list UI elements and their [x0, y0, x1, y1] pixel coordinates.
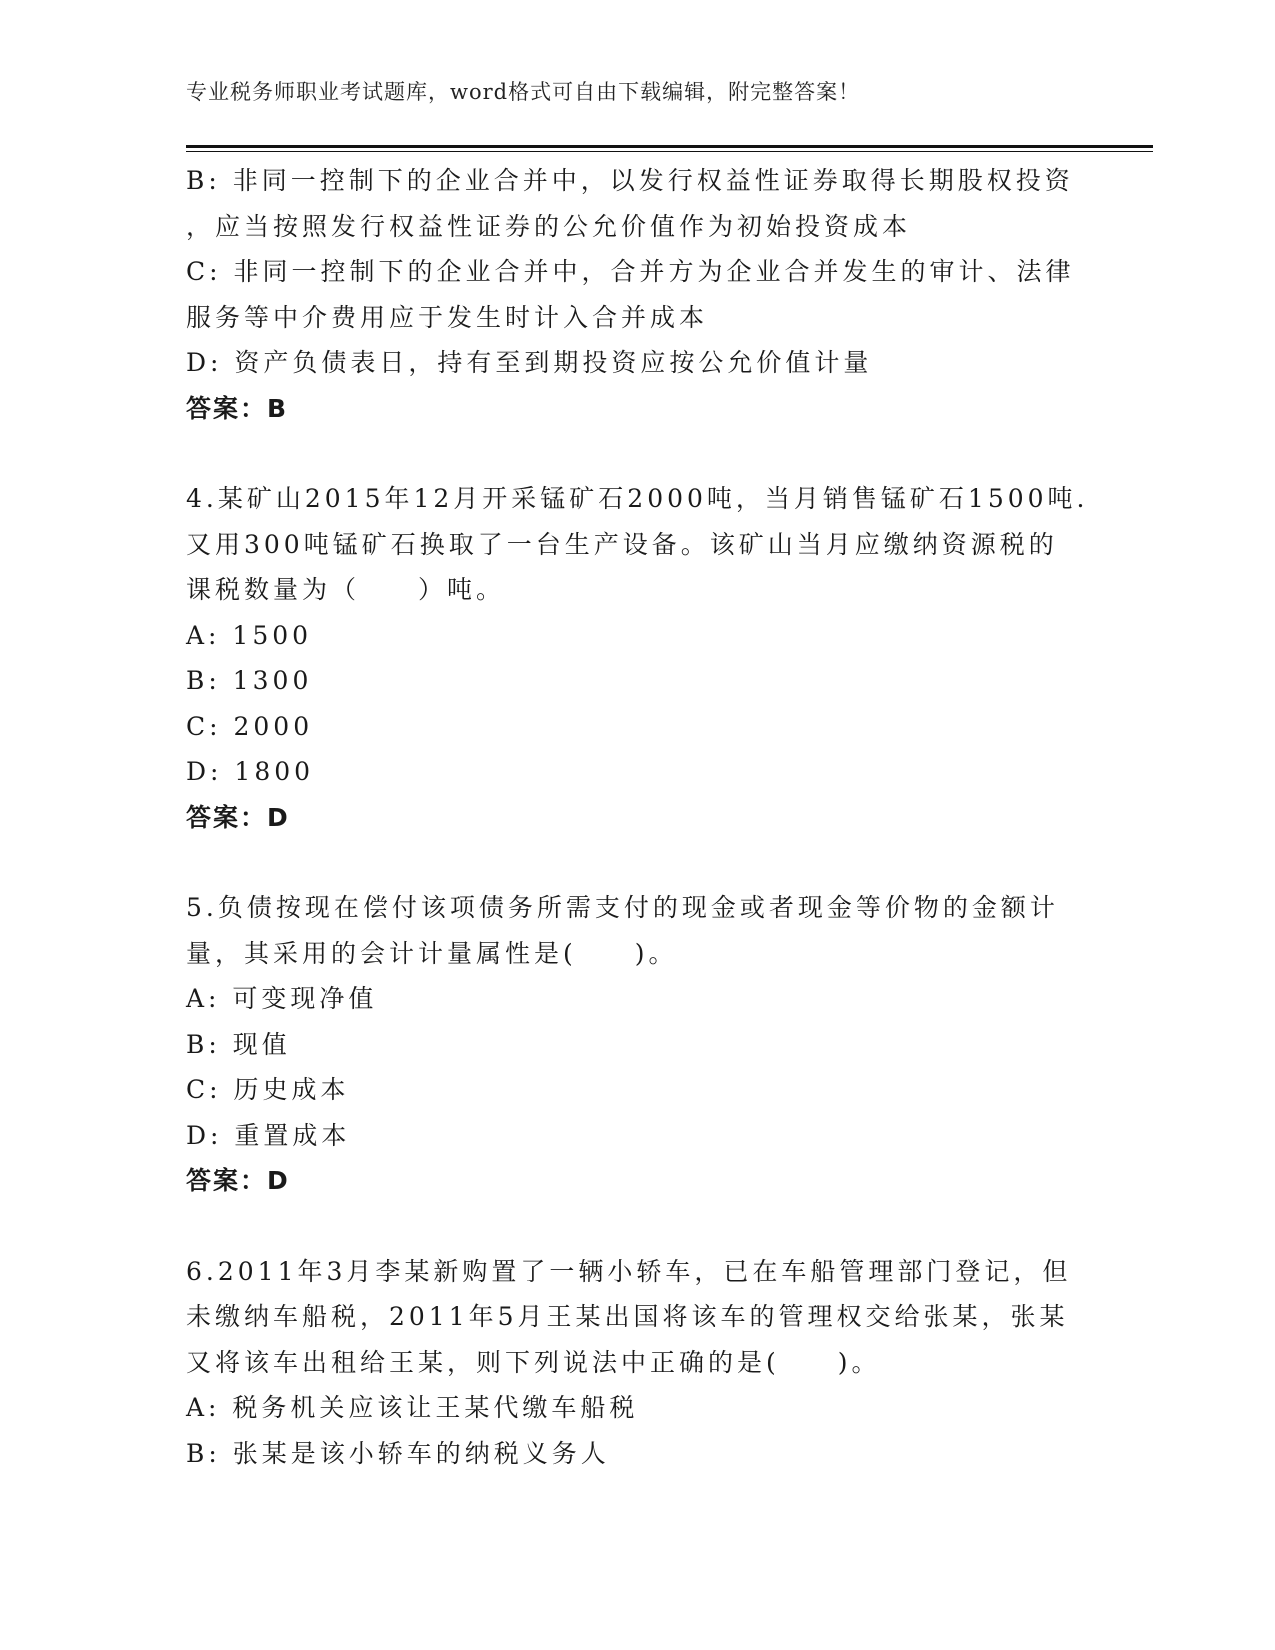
header-rule-thin [186, 151, 1153, 152]
q4-option-d: D: 1800 [186, 757, 315, 786]
q6-option-a: A: 税务机关应该让王某代缴车船税 [186, 1393, 639, 1422]
q3-option-c-line2: 服务等中介费用应于发生时计入合并成本 [186, 302, 709, 332]
question-3 [186, 158, 1086, 431]
header-rule-thick [186, 145, 1153, 148]
q3-option-b-line2: ，应当按照发行权益性证券的公允价值作为初始投资成本 [186, 211, 912, 241]
q4-answer: 答案：D [186, 802, 290, 832]
q4-option-c: C: 2000 [186, 711, 314, 741]
q4-stem-line1: 4.某矿山2015年12月开采锰矿石2000吨，当月销售锰矿石1500吨. [186, 484, 1089, 513]
spacer [186, 840, 1086, 885]
question-6 [186, 1249, 1086, 1477]
q5-option-d: D: 重置成本 [186, 1120, 351, 1150]
q4-stem-line2: 又用300吨锰矿石换取了一台生产设备。该矿山当月应缴纳资源税的 [186, 529, 1058, 559]
q3-option-c-line1: C: 非同一控制下的企业合并中，合并方为企业合并发生的审计、法律 [186, 257, 1075, 286]
q6-option-b: B: 张某是该小轿车的纳税义务人 [186, 1438, 610, 1468]
question-5 [186, 885, 1086, 1204]
q6-stem-line1: 6.2011年3月李某新购置了一辆小轿车，已在车船管理部门登记，但 [186, 1256, 1072, 1286]
q4-stem-line3: 课税数量为（ ）吨。 [186, 575, 506, 604]
q6-stem-line2: 未缴纳车船税，2011年5月王某出国将该车的管理权交给张某，张某 [186, 1302, 1069, 1331]
spacer [186, 431, 1086, 476]
q3-option-b-line1: B: 非同一控制下的企业合并中，以发行权益性证券取得长期股权投资 [186, 166, 1074, 195]
page-header: 专业税务师职业考试题库，word格式可自由下载编辑，附完整答案！ [186, 80, 861, 104]
spacer [186, 1204, 1086, 1249]
q3-option-d: D: 资产负债表日，持有至到期投资应按公允价值计量 [186, 348, 873, 377]
q5-option-b: B: 现值 [186, 1029, 291, 1059]
question-4 [186, 476, 1089, 840]
q5-stem-line1: 5.负债按现在偿付该项债务所需支付的现金或者现金等价物的金额计 [186, 893, 1059, 922]
document-body [186, 158, 1089, 1476]
q6-stem-line3: 又将该车出租给王某，则下列说法中正确的是( )。 [186, 1347, 881, 1377]
q5-stem-line2: 量，其采用的会计计量属性是( )。 [186, 938, 678, 968]
q5-answer: 答案：D [186, 1166, 290, 1195]
q5-option-c: C: 历史成本 [186, 1075, 350, 1104]
q4-option-b: B: 1300 [186, 666, 313, 695]
q3-answer: 答案：B [186, 393, 289, 423]
q4-option-a: A: 1500 [186, 620, 313, 650]
q5-option-a: A: 可变现净值 [186, 984, 378, 1013]
